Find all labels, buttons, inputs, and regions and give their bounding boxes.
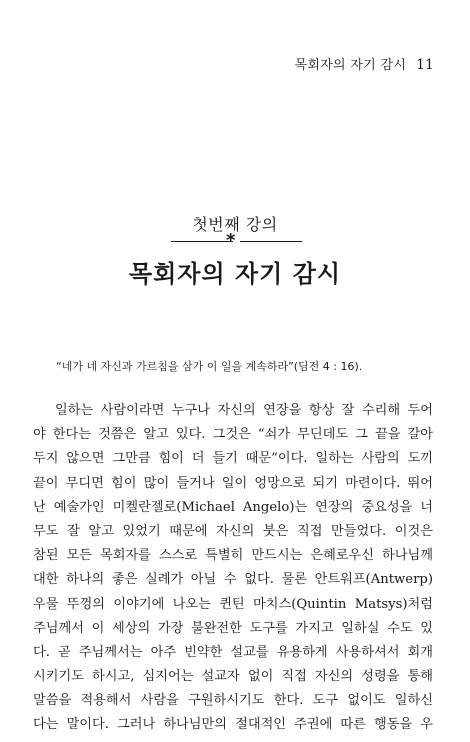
running-title: 목회자의 자기 감시	[294, 58, 407, 73]
running-header	[294, 54, 434, 73]
body-line: 무도 잘 알고 있었기 때문에 자신의 붓은 직접 만들었다. 이것은	[33, 523, 433, 539]
body-line: 두지 않으면 그만큼 힘이 더 들기 때문”이다. 일하는 사람의 도끼	[33, 451, 433, 467]
body-line: 시키기도 하시고, 심지어는 설교자 없이 직접 자신의 성령을 통해	[33, 669, 433, 685]
body-paragraph	[33, 399, 433, 738]
ornament-rule-left	[171, 241, 233, 242]
body-line: 다는 말이다. 그러나 하나님만의 절대적인 주권에 따른 행동을 우	[33, 717, 433, 733]
body-line: 일하는 사람이라면 누구나 자신의 연장을 항상 잘 수리해 두어	[55, 403, 433, 418]
title-ornament	[0, 230, 470, 250]
body-line: 다. 곧 주님께서는 아주 빈약한 설교를 유용하게 사용하셔서 회개	[33, 644, 433, 660]
body-line: 말씀을 적용해서 사람을 구원하시기도 한다. 도구 없이도 일하신	[33, 693, 433, 709]
page-number: 11	[416, 57, 434, 73]
asterisk-ornament-icon: *	[226, 230, 236, 251]
body-line: 끝이 무디면 힘이 많이 들거나 일이 엉망으로 되기 마련이다. 뛰어	[33, 475, 433, 491]
epigraph-verse: “네가 네 자신과 가르침을 삼가 이 일을 계속하라”(딤전 4 : 16).	[56, 360, 363, 373]
body-line: 참된 모든 목회자를 스스로 특별히 만드시는 은혜로우신 하나님께	[33, 548, 433, 564]
chapter-title: 목회자의 자기 감시	[128, 260, 342, 288]
body-line: 난 예술가인 미켈란젤로(Michael Angelo)는 연장의 중요성을 너	[33, 499, 433, 515]
body-line: 대한 하나의 좋은 실례가 아닐 수 없다. 물론 안트워프(Antwerp)	[33, 572, 433, 588]
ornament-rule-right	[240, 241, 302, 242]
body-line: 우물 뚜껑의 이야기에 나오는 퀸틴 마치스(Quintin Matsys)처럼	[33, 596, 433, 612]
lecture-label: 첫번째 강의	[192, 215, 278, 234]
body-line: 야 한다는 것쯤은 알고 있다. 그것은 “쇠가 무딘데도 그 끝을 갈아	[33, 427, 433, 443]
body-line: 주님께서 이 세상의 가장 불완전한 도구를 가지고 일하실 수도 있	[33, 620, 433, 636]
